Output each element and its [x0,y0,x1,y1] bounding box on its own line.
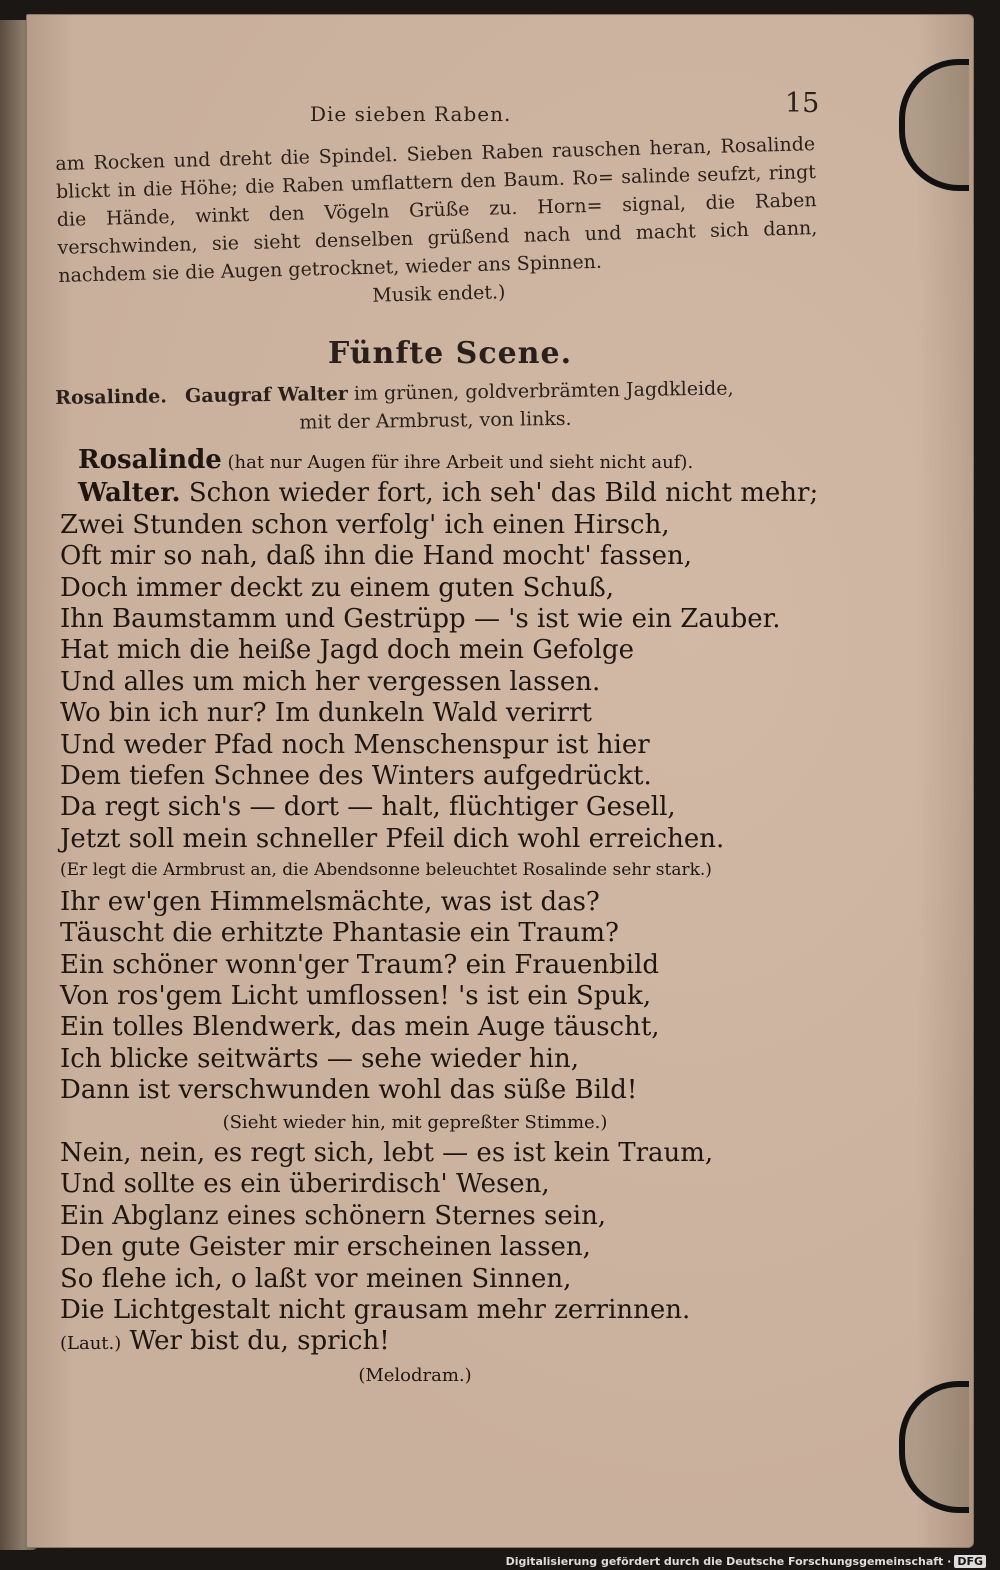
verse-text: Den gute Geister mir erscheinen lassen, [60,1232,591,1263]
page-clip-top [899,59,969,191]
verse-text: Und sollte es ein überirdisch' Wesen, [60,1169,550,1200]
verse-text: So flehe ich, o laßt vor meinen Sinnen, [60,1263,572,1294]
verse-line [60,855,840,886]
verse-line [60,1138,840,1169]
verse-text: Ihr ew'gen Himmelsmächte, was ist das? [60,886,600,917]
stage-line: Rosalinde blickt in die Höhe; die Raben umflattern den Baum. Ro= [55,133,816,203]
verse-text: Dann ist verschwunden wohl das süße Bild! [60,1075,638,1106]
verse-line [60,1107,840,1138]
verse-line [60,1169,840,1200]
verse-text: (Er legt die Armbrust an, die Abendsonne beleuchtet Rosalinde sehr stark.) [60,860,712,881]
verse-text: Und weder Pfad noch Menschenspur ist hier [60,729,650,760]
verse-line [60,573,840,604]
dfg-logo: DFG [954,1555,986,1568]
verse-text: Ihn Baumstamm und Gestrüpp — 's ist wie ein Zauber. [60,604,781,635]
verse-line [60,1360,840,1391]
verse-line [60,1012,840,1043]
verse-text: Oft mir so nah, daß ihn die Hand mocht' fassen, [60,541,693,572]
verse-line [60,445,840,478]
speaker-name: Rosalinde [78,445,222,475]
verse-text: Hat mich die heiße Jagd doch mein Gefolge [60,635,634,666]
verse-line [60,1295,840,1326]
verse-line [60,635,840,666]
stage-line-end: Musik endet.) [372,281,506,307]
verse-line [60,730,840,761]
stage-line: salinde seufzt, ringt die Hände, winkt den Vögeln Grüße zu. Horn= [56,161,817,231]
verse-line [60,1075,840,1106]
verse-text: (hat nur Augen für ihre Arbeit und sieht nicht auf). [221,452,694,473]
speaker-name: Walter. [78,478,181,509]
verse-line [60,887,840,918]
verse-line [60,792,840,823]
verse-block [60,445,840,1391]
footer-text: Digitalisierung gefördert durch die Deutsche Forschungsgemeinschaft · [505,1555,952,1568]
cast-list [55,373,816,440]
verse-line [60,478,840,509]
footer-credit [506,1555,986,1568]
verse-text: Ich blicke seitwärts — sehe wieder hin, [60,1043,579,1074]
verse-text: Schon wieder fort, ich seh' das Bild nicht mehr; [180,478,819,509]
stage-line: macht sich dann, nachdem sie die Augen getrocknet, wieder ans Spinnen. [58,217,818,287]
verse-text: Wo bin ich nur? Im dunkeln Wald verirrt [60,698,592,729]
verse-text: Zwei Stunden schon verfolg' ich einen Hirsch, [60,509,670,540]
verse-line [60,824,840,855]
verse-text: Von ros'gem Licht umflossen! 's ist ein Spuk, [60,980,652,1011]
verse-text: (Sieht wieder hin, mit gepreßter Stimme.) [222,1111,608,1133]
stage-line: signal, die Raben verschwinden, sie sieht denselben grüßend nach und [57,189,817,259]
verse-line [60,981,840,1012]
verse-text: Jetzt soll mein schneller Pfeil dich wohl erreichen. [60,823,725,854]
verse-text: Ein schöner wonn'ger Traum? ein Frauenbild [60,949,660,980]
scene-title: Fünfte Scene. [327,336,573,371]
verse-line [60,1326,840,1359]
verse-text: Die Lichtgestalt nicht grausam mehr zerrinnen. [60,1294,691,1325]
verse-text: Nein, nein, es regt sich, lebt — es ist kein Traum, [60,1137,714,1168]
verse-line [60,698,840,729]
verse-text: Wer bist du, sprich! [121,1326,390,1357]
verse-line [60,761,840,792]
verse-line [60,918,840,949]
verse-line [60,541,840,572]
verse-text: Ein tolles Blendwerk, das mein Auge täuscht, [60,1012,660,1043]
verse-line [60,604,840,635]
verse-line [60,1044,840,1075]
verse-text: (Melodram.) [358,1364,472,1386]
verse-line [60,1201,840,1232]
running-head: Die sieben Raben. [310,102,512,126]
verse-text: Dem tiefen Schnee des Winters aufgedrückt. [60,761,652,792]
page-number: 15 [785,88,820,119]
stage-direction [55,130,819,318]
cast-walter: Gaugraf Walter [184,382,349,408]
verse-text: Und alles um mich her vergessen lassen. [60,666,601,697]
verse-text: Ein Abglanz eines schönern Sternes sein, [60,1200,607,1231]
verse-line [60,1264,840,1295]
cast-description-2: mit der Armbrust, von links. [299,407,572,434]
page-clip-bottom [899,1381,969,1513]
verse-text: Täuscht die erhitzte Phantasie ein Traum? [60,918,619,949]
stage-aside: (Laut.) [60,1333,122,1355]
verse-line [60,667,840,698]
verse-line [60,1232,840,1263]
verse-text: Doch immer deckt zu einem guten Schuß, [60,572,615,603]
verse-line [60,950,840,981]
stage-line: am Rocken und dreht die Spindel. Sieben Raben rauschen heran, [55,135,712,175]
cast-rosalinde: Rosalinde. [55,385,168,409]
verse-text: Da regt sich's — dort — halt, flüchtiger Gesell, [60,792,676,823]
verse-line [60,510,840,541]
cast-description: im grünen, goldverbrämten Jagdkleide, [347,377,734,405]
